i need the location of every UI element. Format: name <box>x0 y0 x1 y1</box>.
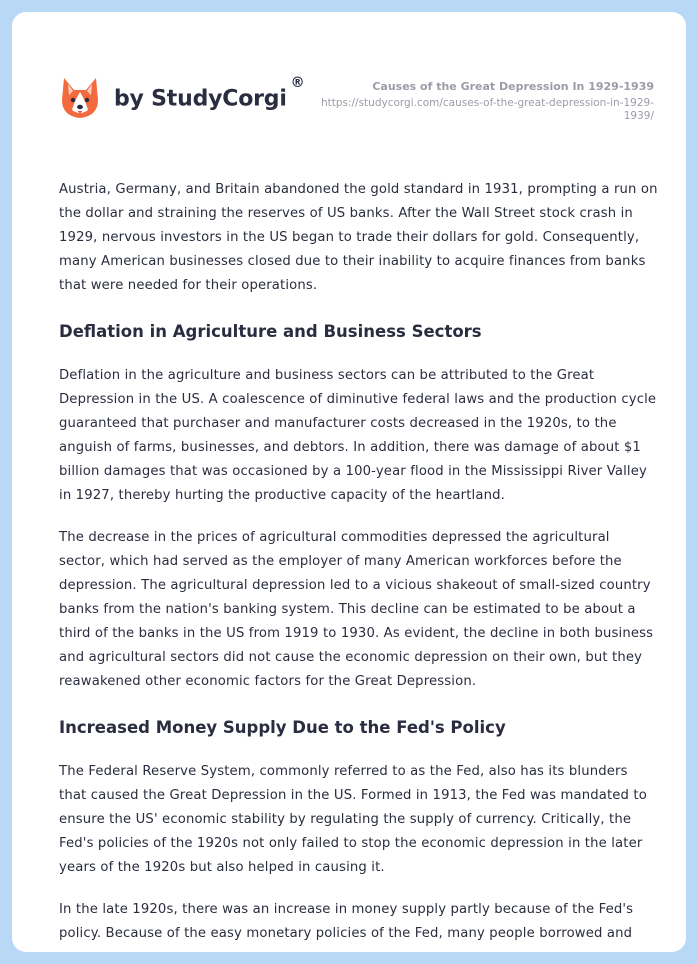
paragraph: In the late 1920s, there was an increase in money supply partly because of the Fed's policy. Because of the easy monetary policies of the Fed, many people borrowed and <box>59 902 634 941</box>
paragraph: The Federal Reserve System, commonly referred to as the Fed, also has its blunders that caused the Great Depression in the US. Formed in 1913, the Fed was mandated to ensure the US' economic stability by regulating the supply of currency. Critically, the Fed's policies of the 1920s not only failed to stop the economic depression in the later years of the 1920s but also helped in causing it. <box>59 764 647 875</box>
document-meta <box>314 80 654 123</box>
paragraph: Austria, Germany, and Britain abandoned the gold standard in 1931, prompting a run on the dollar and straining the reserves of US banks. After the Wall Street stock crash in 1929, nervous investors in the US began to trade their dollars for gold. Consequently, many American businesses closed due to their inability to acquire finances from banks that were needed for their operations. <box>59 182 658 293</box>
article-body <box>59 178 659 952</box>
registered-mark: ® <box>290 74 305 91</box>
paragraph: Deflation in the agriculture and business sectors can be attributed to the Great Depression in the US. A coalescence of diminutive federal laws and the production cycle guaranteed that purchaser and manufacturer costs decreased in the 1920s, to the anguish of farms, businesses, and debtors. In addition, there was damage of about $1 billion damages that was occasioned by a 100-year flood in the Mississippi River Valley in 1927, thereby hurting the productive capacity of the heartland. <box>59 368 657 503</box>
document-url[interactable]: https://studycorgi.com/causes-of-the-great-depression-in-1929-1939/ <box>320 97 654 122</box>
document-title: Causes of the Great Depression In 1929-1939 <box>372 80 654 93</box>
page-header <box>12 12 686 152</box>
section-heading: Deflation in Agriculture and Business Sectors <box>59 322 482 341</box>
section-heading: Increased Money Supply Due to the Fed's Policy <box>59 718 506 737</box>
corgi-logo-icon <box>60 76 100 120</box>
document-card <box>12 12 686 952</box>
paragraph: The decrease in the prices of agricultural commodities depressed the agricultural sector, which had served as the employer of many American workforces before the depression. The agricultural depression led to a vicious shakeout of small-sized country banks from the nation's banking system. This decline can be estimated to be about a third of the banks in the US from 1919 to 1930. As evident, the decline in both business and agricultural sectors did not cause the economic depression on their own, but they reawakened other economic factors for the Great Depression. <box>59 530 654 689</box>
brand-text: by StudyCorgi <box>114 86 287 112</box>
studycorgi-logo[interactable] <box>60 76 304 120</box>
brand-name <box>114 74 305 112</box>
